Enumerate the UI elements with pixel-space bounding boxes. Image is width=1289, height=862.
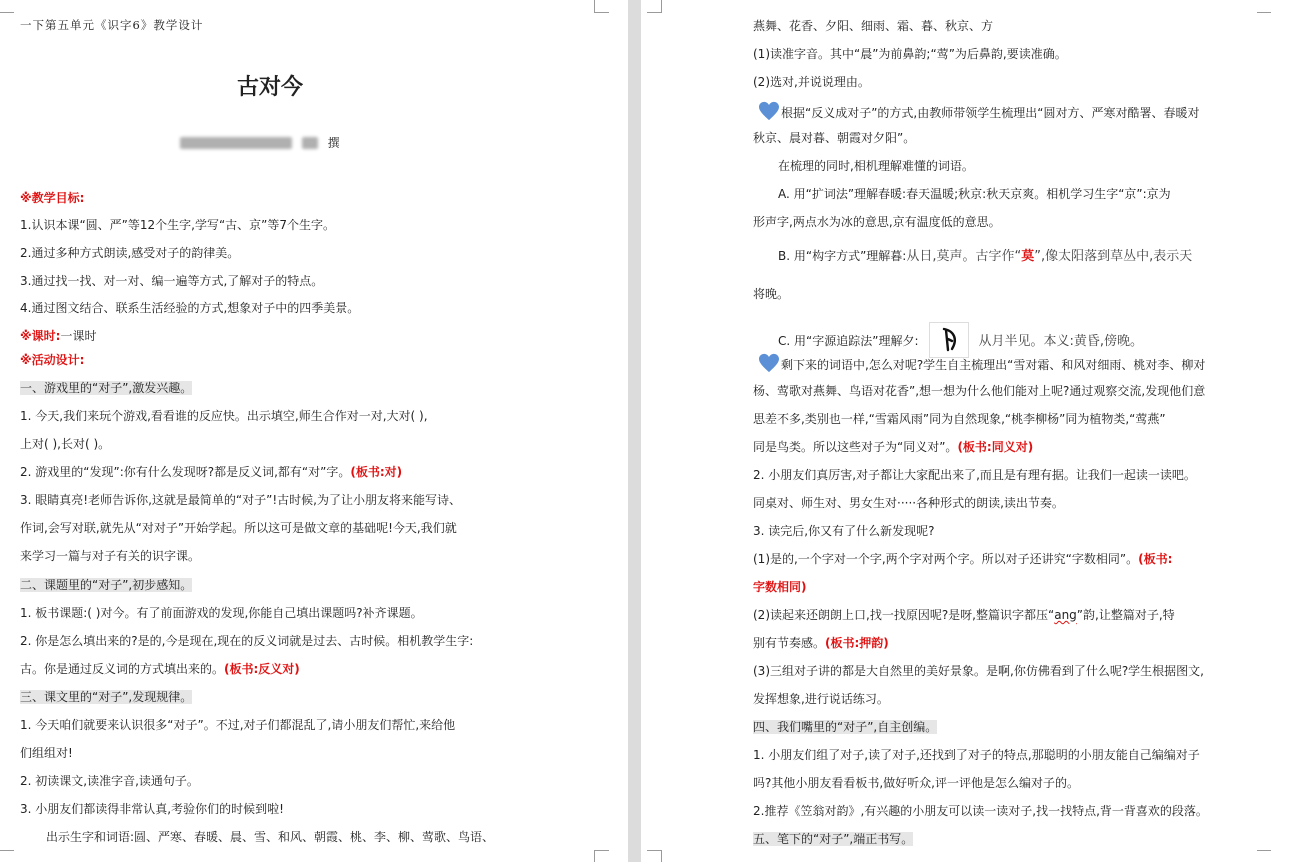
page-corner-mark [1257,850,1271,862]
section-heading-text: 五、笔下的“对子”,端正书写。 [753,832,914,846]
goal-item: 2.通过多种方式朗读,感受对子的韵律美。 [20,246,240,260]
page-header: 一下第五单元《识字6》教学设计 [20,18,204,32]
paragraph-line: 形声字,两点水为冰的意思,京有温度低的意思。 [753,215,1001,229]
paragraph-line: 2. 小朋友们真厉害,对子都让大家配出来了,而且是有理有据。让我们一起读一读吧。 [753,468,1196,482]
paragraph-text: ”韵,让整篇对子,特 [1076,608,1175,622]
paragraph-line: A. 用“扩词法”理解春暖:春天温暖;秋京:秋天京爽。相机学习生字“京”:京为 [778,187,1171,201]
page-corner-mark [594,0,609,13]
paragraph-text: 别有节奏感。 [753,636,826,650]
paragraph-line: 燕舞、花香、夕阳、细雨、霜、暮、秋京、方 [753,19,994,33]
paragraph-text: 2. 游戏里的“发现”:你有什么发现呀?都是反义词,都有“对”字。 [20,465,351,479]
paragraph-line: 2. 你是怎么填出来的?是的,今是现在,现在的反义词就是过去、古时候。相机教学生字: [20,634,474,648]
heart-icon [758,353,780,373]
paragraph-line: 上对( ),长对( )。 [20,437,111,451]
blackboard-note: (板书:押韵) [825,636,889,650]
section-heading-2 [20,576,192,594]
section-heading-5 [753,830,913,848]
paragraph-line: 1. 板书课题:( )对今。有了前面游戏的发现,你能自己填出课题吗?补齐课题。 [20,606,423,620]
paragraph-line: 们组组对! [20,746,73,760]
paragraph-line: 1. 今天咱们就要来认识很多“对子”。不过,对子们都混乱了,请小朋友们帮忙,来给他 [20,718,456,732]
blackboard-note: (板书:对) [350,465,403,479]
paragraph-line [753,438,1033,456]
paragraph-line [753,550,1172,568]
paragraph-line [758,101,1199,122]
blackboard-note: (板书: [1138,552,1173,566]
period-value: 一课时 [60,329,97,343]
goal-item: 3.通过找一找、对一对、编一遍等方式,了解对子的特点。 [20,274,324,288]
highlighted-char: 莫 [1021,249,1035,264]
paragraph-line: 来学习一篇与对子有关的识字课。 [20,549,201,563]
section-heading-text: 四、我们嘴里的“对子”,自主创编。 [753,720,938,734]
paragraph-line: 杨、莺歌对燕舞、鸟语对花香”,想一想为什么他们能对上呢?通过观察交流,发现他们意 [753,384,1206,398]
paragraph-line: 1. 小朋友们组了对子,读了对子,还找到了对子的特点,那聪明的小朋友能自己编编对子 [753,748,1200,762]
paragraph-line: 1. 今天,我们来玩个游戏,看看谁的反应快。出示填空,师生合作对一对,大对( ), [20,409,428,423]
paragraph-line [753,634,889,652]
paragraph-line: 吗?其他小朋友看看板书,做好听众,评一评他是怎么编对子的。 [753,776,1080,790]
blackboard-note: 字数相同) [753,580,807,594]
page-corner-mark [0,850,14,862]
paragraph-line [753,606,1175,624]
page-corner-mark [1257,0,1271,13]
paragraph-line: (1)读准字音。其中“晨”为前鼻韵;“莺”为后鼻韵,要读准确。 [753,47,1067,61]
paragraph-text: C. 用“字源追踪法”理解夕: [778,334,919,348]
paragraph-line: 秋京、晨对暮、朝霞对夕阳”。 [753,131,916,145]
paragraph-text: 从月半见。本义:黄昏,傍晚。 [978,334,1144,349]
page-gap [628,0,641,862]
page-corner-mark [647,0,662,13]
period-line [20,327,96,345]
goals-label: ※教学目标: [20,191,85,205]
section-heading-text: 三、课文里的“对子”,发现规律。 [20,690,193,704]
paragraph-text: 同是鸟类。所以这些对子为“同义对”。 [753,440,958,454]
document-page-right [641,0,1289,862]
paragraph-line: 作词,会写对联,就先从“对对子”开始学起。所以这可是做文章的基础呢!今天,我们就 [20,521,457,535]
paragraph-line: 在梳理的同时,相机理解难懂的词语。 [778,159,974,173]
paragraph-line [758,353,1205,374]
paragraph-text: 从日,莫声。古字作“ [906,249,1022,264]
design-label: ※活动设计: [20,353,85,367]
paragraph-text: (1)是的,一个字对一个字,两个字对两个字。所以对子还讲究“字数相同”。 [753,552,1139,566]
period-label: ※课时: [20,329,61,343]
section-heading-text: 二、课题里的“对子”,初步感知。 [20,578,193,592]
redacted-author-info [180,137,292,149]
goal-item: 1.认识本课“圆、严”等12个生字,学写“古、京”等7个生字。 [20,218,336,232]
paragraph-text: 根据“反义成对子”的方式,由教师带领学生梳理出“圆对方、严寒对酷署、春暖对 [781,106,1200,120]
paragraph-text: 古。你是通过反义词的方式填出来的。 [20,662,225,676]
paragraph-line: (3)三组对子讲的都是大自然里的美好景象。是啊,你仿佛看到了什么呢?学生根据图文, [753,664,1204,678]
paragraph-line: 出示生字和词语:圆、严寒、春暖、晨、雪、和风、朝霞、桃、李、柳、莺歌、鸟语、 [46,830,495,844]
author-suffix: 撰 [327,136,340,150]
page-corner-mark [0,0,14,13]
paragraph-line: 3. 眼睛真亮!老师告诉你,这就是最简单的“对子”!古时候,为了让小朋友将来能写诗、 [20,493,461,507]
paragraph-line: 3. 读完后,你又有了什么新发现呢? [753,524,935,538]
rhyme-text: ang [1054,608,1077,622]
paragraph-line: 思差不多,类别也一样,“雪霜风雨”同为自然现象,“桃李柳杨”同为植物类,“莺燕” [753,412,1166,426]
blackboard-note: (板书:同义对) [957,440,1034,454]
paragraph-text: ”,像太阳落到草丛中,表示天 [1034,249,1193,264]
document-title: 古对今 [236,75,303,100]
paragraph-text: (2)读起来还朗朗上口,找一找原因呢?是呀,整篇识字都压“ [753,608,1055,622]
paragraph-line: 发挥想象,进行说话练习。 [753,692,889,706]
paragraph-line: 同桌对、师生对、男女生对·····各种形式的朗读,读出节奏。 [753,496,1064,510]
paragraph-line: (2)选对,并说说理由。 [753,75,870,89]
heart-icon [758,101,780,121]
paragraph-line [20,463,402,481]
paragraph-line [778,247,1192,266]
goal-item: 4.通过图文结合、联系生活经验的方式,想象对子中的四季美景。 [20,301,360,315]
redacted-author-name [302,137,318,149]
section-heading-4 [753,718,937,736]
paragraph-text: B. 用“构字方式”理解暮: [778,249,907,263]
paragraph-line: 2.推荐《笠翁对韵》,有兴趣的小朋友可以读一读对子,找一找特点,背一背喜欢的段落。 [753,804,1208,818]
section-heading-text: 一、游戏里的“对子”,激发兴趣。 [20,381,193,395]
page-corner-mark [594,850,609,862]
blackboard-note: (板书:反义对) [224,662,300,676]
paragraph-line: 将晚。 [753,287,790,301]
page-corner-mark [647,850,662,862]
paragraph-line: 2. 初读课文,读准字音,读通句子。 [20,774,199,788]
section-heading-1 [20,379,192,397]
paragraph-text: 剩下来的词语中,怎么对呢?学生自主梳理出“雪对霜、和风对细雨、桃对李、柳对 [781,358,1206,372]
section-heading-3 [20,688,192,706]
document-page-left [0,0,628,862]
paragraph-line: 3. 小朋友们都读得非常认真,考验你们的时候到啦! [20,802,284,816]
author-line [180,134,360,150]
paragraph-line [20,660,300,678]
